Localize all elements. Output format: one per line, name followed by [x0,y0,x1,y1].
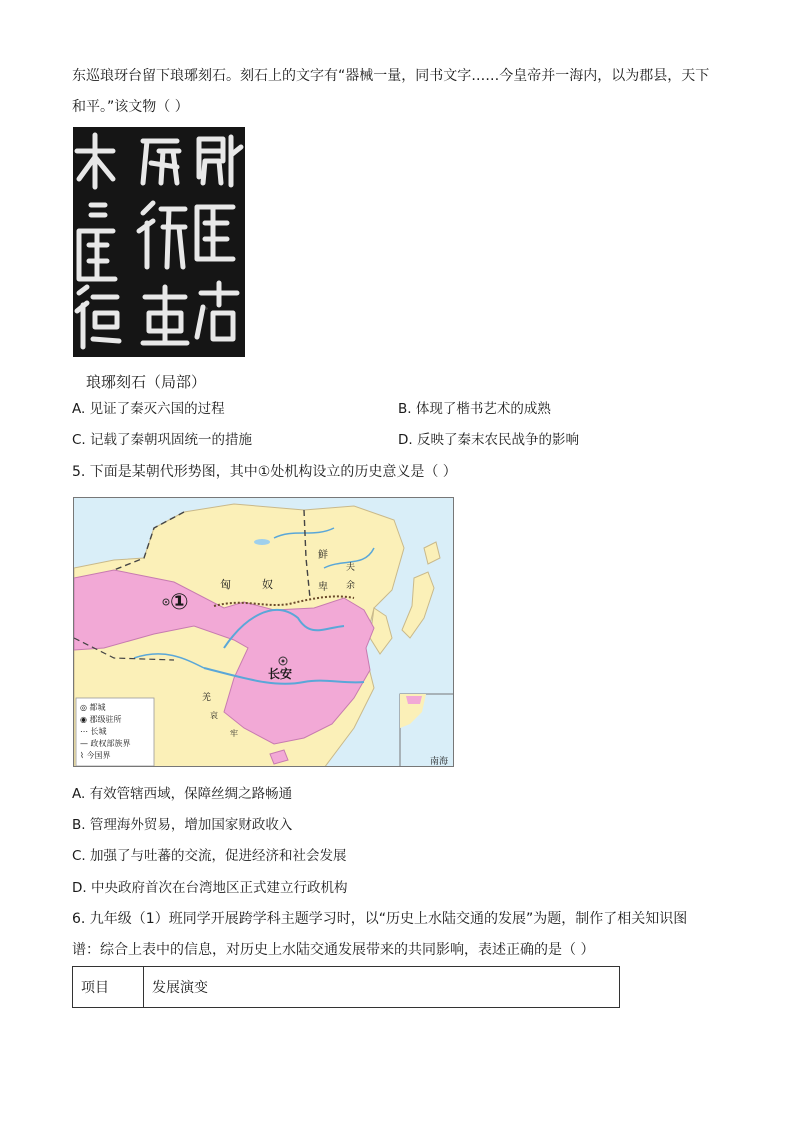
map-label-xiong: 匈 [220,578,231,591]
map-marker-1: ① [170,590,189,615]
legend-commandery: ◉ 郡级驻所 [80,715,122,724]
inset-south-sea-label: 南海 [430,757,449,767]
map-capital-label: 长安 [268,667,293,681]
map-drawing [74,498,454,767]
q4-option-a[interactable]: A. 见证了秦灭六国的过程 [72,401,225,417]
q4-text-line1: 东巡琅玡台留下琅琊刻石。刻石上的文字有“器械一量，同书文字……今皇帝并一海内，以为郡县，天下 [72,68,710,84]
q4-option-d[interactable]: D. 反映了秦末农民战争的影响 [398,432,579,448]
q6-table [72,966,620,1008]
legend-regime-boundary: — 政权部族界 [80,739,131,748]
legend-modern-border: ⌇ 今国界 [80,751,111,760]
map-label-bei: 卑 [318,582,328,593]
table-header-development: 发展演变 [144,967,620,1008]
legend-capital: ◎ 都城 [80,703,106,712]
q5-stem: 5. 下面是某朝代形势图，其中①处机构设立的历史意义是（ ） [72,464,457,480]
q5-option-c[interactable]: C. 加强了与吐蕃的交流，促进经济和社会发展 [72,848,347,864]
legend-great-wall: ⋯ 长城 [80,727,107,736]
table-header-item: 项目 [73,967,144,1008]
map-label-fu: 夫 [346,563,356,573]
q6-stem-line2: 谱：综合上表中的信息，对历史上水陆交通发展带来的共同影响，表述正确的是（ ） [72,942,595,958]
q4-image-caption: 琅琊刻石（局部） [86,373,207,391]
q5-option-a[interactable]: A. 有效管辖西域，保障丝绸之路畅通 [72,786,293,802]
han-dynasty-map [73,497,454,767]
q5-option-d[interactable]: D. 中央政府首次在台湾地区正式建立行政机构 [72,880,348,896]
map-legend [80,702,131,762]
map-label-ai: 哀 [210,711,218,720]
map-label-yu: 余 [346,581,356,591]
seal-script-glyphs [73,127,245,357]
map-label-xian: 鲜 [318,550,328,561]
q6-stem-line1: 6. 九年级（1）班同学开展跨学科主题学习时，以“历史上水陆交通的发展”为题，制作了相关知识图 [72,911,688,927]
map-label-qiang: 羌 [202,693,212,703]
q4-option-b[interactable]: B. 体现了楷书艺术的成熟 [398,401,551,417]
map-label-nu: 奴 [262,578,273,591]
q4-text-line2: 和平。”该文物（ ） [72,99,189,115]
langya-stele-rubbing-image [73,127,245,357]
q5-option-b[interactable]: B. 管理海外贸易，增加国家财政收入 [72,817,293,833]
table-row [73,967,620,1008]
map-label-lao: 牢 [230,729,238,738]
q4-option-c[interactable]: C. 记载了秦朝巩固统一的措施 [72,432,253,448]
